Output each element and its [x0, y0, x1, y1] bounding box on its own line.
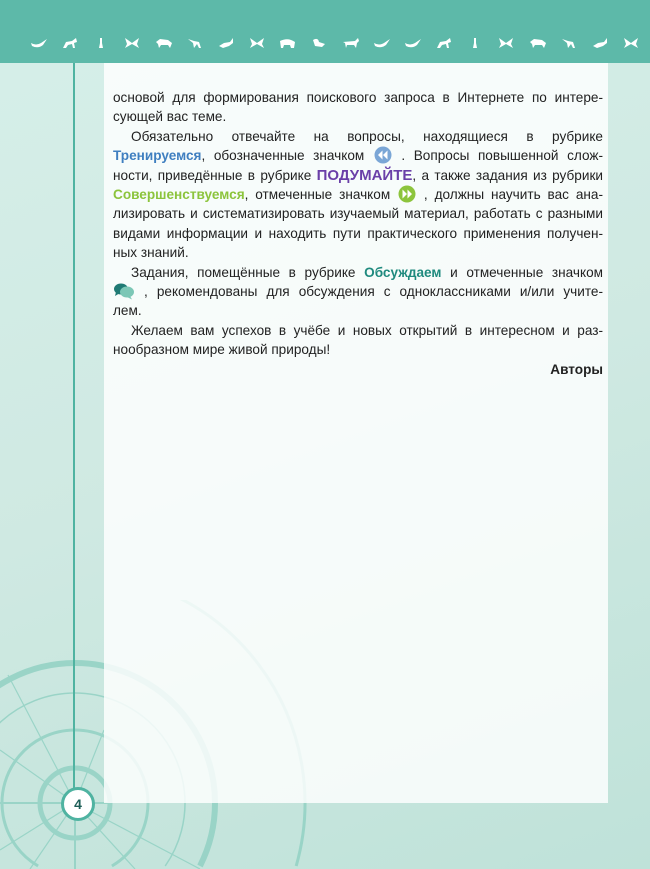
wolf-icon: [61, 37, 79, 49]
page-header-band: [0, 0, 650, 63]
text-line: [113, 146, 603, 165]
bison-icon: [155, 37, 173, 49]
meerkat-icon: [466, 37, 484, 49]
rubric-improve: Совершенствуемся: [113, 187, 245, 203]
text-line: Обязательно отвечайте на вопросы, находящиеся в рубрике: [131, 128, 603, 144]
wolf-icon: [435, 37, 453, 49]
hare-icon: [591, 37, 609, 49]
rubric-discuss: Обсуждаем: [364, 264, 442, 280]
butterfly-icon: [622, 37, 640, 49]
chat-bubbles-icon: [113, 282, 135, 300]
text-span: , отмеченные значком: [244, 187, 398, 203]
text-span: и отмеченные значком: [441, 264, 603, 280]
buffalo-icon: [279, 37, 297, 49]
scorpion-icon: [310, 37, 328, 49]
butterfly-icon: [497, 37, 515, 49]
text-span: , обозначенные значком: [201, 148, 373, 164]
text-line: ных знаний.: [113, 245, 189, 261]
bird-icon: [373, 37, 391, 49]
rubric-train: Тренируемся: [113, 148, 202, 164]
horse-icon: [342, 37, 360, 49]
text-line: нообразном мире живой природы!: [113, 342, 331, 358]
text-line: [113, 166, 603, 185]
text-line: [113, 185, 603, 204]
text-line: [113, 263, 603, 282]
margin-line: [73, 63, 75, 790]
rubric-think: ПОДУМАЙТЕ: [316, 166, 413, 184]
meerkat-icon: [92, 37, 110, 49]
hare-icon: [217, 37, 235, 49]
bird-icon: [404, 37, 422, 49]
rewind-icon: [373, 146, 393, 164]
text-span: , должны научить вас ана-: [417, 187, 603, 203]
text-span: Задания, помещённые в рубрике: [131, 264, 365, 280]
text-span: ности, приведённые в рубрике: [113, 167, 317, 183]
text-span: , рекомендованы для обсуждения с одноклассниками и/или учите-: [135, 284, 603, 300]
bird-icon: [30, 37, 48, 49]
text-line: основой для формирования поискового запроса в Интернете по интере-: [113, 90, 603, 105]
butterfly-icon: [123, 37, 141, 49]
text-line: видами информации и находить пути практического применения получен-: [113, 225, 603, 241]
text-line: сующей вас теме.: [113, 109, 227, 125]
butterfly-icon: [248, 37, 266, 49]
text-span: . Вопросы повышенной слож-: [392, 148, 603, 164]
text-line: лизировать и систематизировать изучаемый материал, работать с разными: [113, 206, 603, 222]
monkey-icon: [186, 37, 204, 49]
page-number: 4: [61, 787, 95, 821]
text-line: Желаем вам успехов в учёбе и новых открытий в интересном и раз-: [131, 322, 603, 338]
monkey-icon: [560, 37, 578, 49]
text-line: [113, 282, 603, 301]
fast-forward-icon: [397, 185, 417, 203]
text-line: лем.: [113, 303, 142, 319]
body-text: [113, 88, 603, 379]
bison-icon: [529, 37, 547, 49]
text-span: , а также задания из рубрики: [412, 167, 603, 183]
authors-signature: Авторы: [550, 361, 603, 377]
animal-strip: [30, 37, 640, 49]
